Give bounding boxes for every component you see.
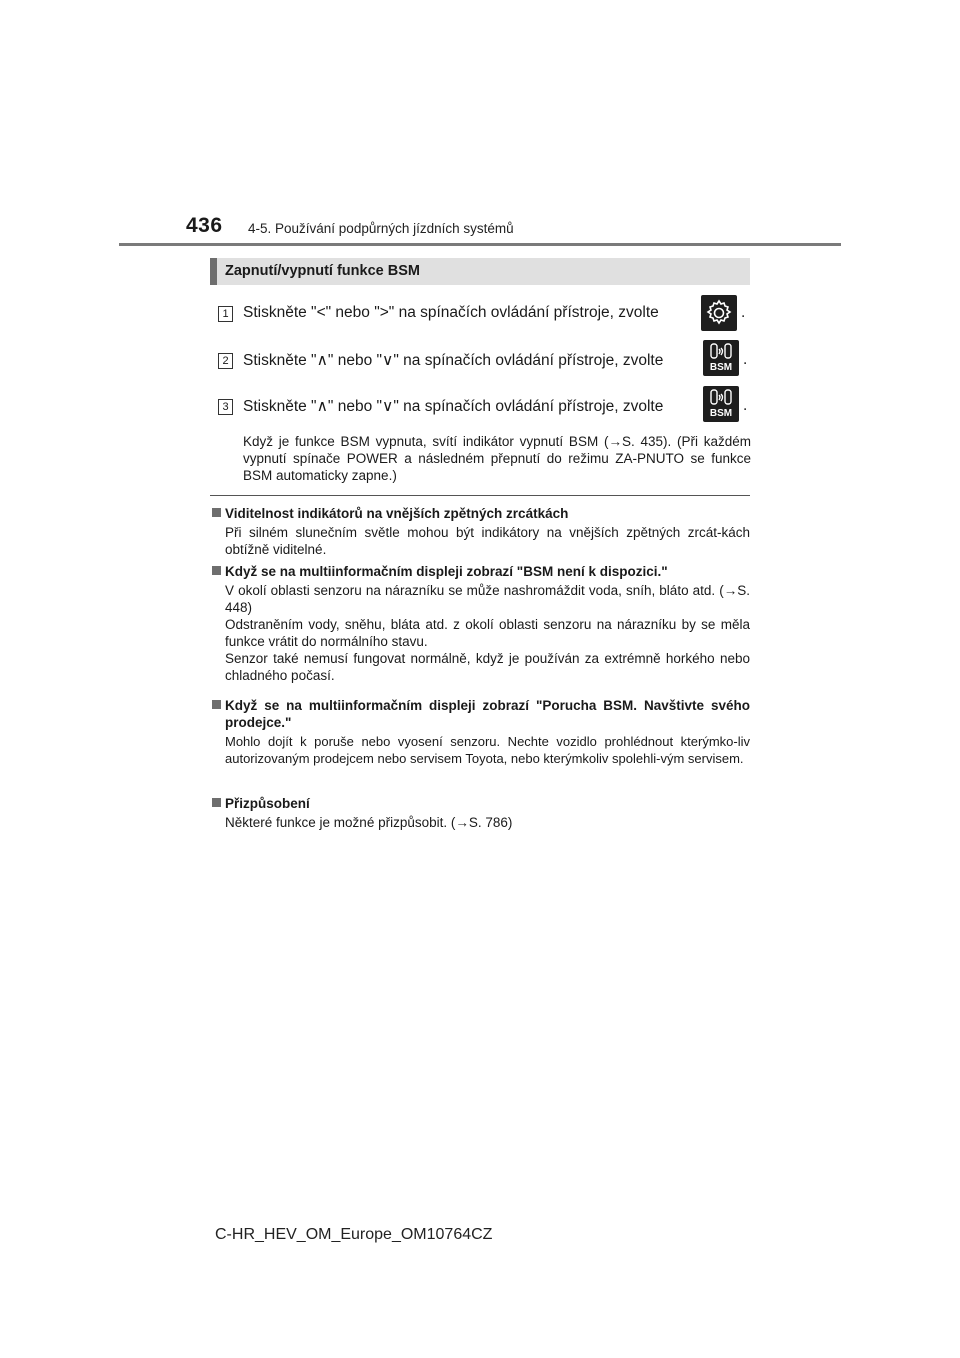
- info-title: [212, 505, 750, 522]
- step-suffix: .: [741, 304, 746, 321]
- page-number: 436: [186, 214, 223, 237]
- info-body: [212, 524, 750, 558]
- bsm-icon-label: BSM: [709, 408, 733, 419]
- info-item: [212, 505, 750, 558]
- gear-icon: [701, 295, 737, 331]
- step-number: 1: [218, 306, 233, 322]
- info-paragraph: Senzor také nemusí fungovat normálně, když je používán za extrémně horkého nebo chladného počasí.: [225, 651, 750, 683]
- document-code-footer: C-HR_HEV_OM_Europe_OM10764CZ: [215, 1226, 493, 1243]
- info-item: [212, 795, 750, 831]
- bsm-icon: [703, 340, 739, 376]
- info-body: [212, 582, 750, 684]
- step-note: Když je funkce BSM vypnuta, svítí indikátor vypnutí BSM (→S. 435). (Při každém vypnutí spínače POWER a následném přepnutí do režimu ZA-PNUTO se funkce BSM automaticky zapne.): [243, 434, 751, 483]
- info-item: [212, 563, 750, 684]
- step-number: 3: [218, 399, 233, 415]
- section-title: Zapnutí/vypnutí funkce BSM: [225, 263, 420, 279]
- header-divider: [119, 243, 841, 246]
- info-title-text: Když se na multiinformačním displeji zobrazí "BSM není k dispozici.": [225, 564, 668, 579]
- info-paragraph: V okolí oblasti senzoru na nárazníku se může nashromáždit voda, sníh, bláto atd. (→S. 448): [225, 583, 750, 615]
- info-title: [212, 697, 750, 731]
- bullet-square-icon: [212, 700, 221, 709]
- info-body: [212, 814, 750, 831]
- bullet-square-icon: [212, 798, 221, 807]
- step-text: Stiskněte "∧" nebo "∨" na spínačích ovládání přístroje, zvolte: [243, 352, 664, 369]
- step-text: Stiskněte "∧" nebo "∨" na spínačích ovládání přístroje, zvolte: [243, 398, 664, 415]
- section-divider: [210, 495, 750, 496]
- info-paragraph: Mohlo dojít k poruše nebo vyosení senzoru. Nechte vozidlo prohlédnout kterýmko-liv autorizovaným prodejcem nebo servisem Toyota, nebo kterýmkoliv spolehli-vým servisem.: [225, 734, 750, 766]
- step-text: Stiskněte "<" nebo ">" na spínačích ovládání přístroje, zvolte: [243, 304, 659, 321]
- step-suffix: .: [743, 397, 748, 414]
- chapter-title: 4-5. Používání podpůrných jízdních systémů: [248, 221, 514, 236]
- bsm-icon-label: BSM: [709, 362, 733, 373]
- bullet-square-icon: [212, 566, 221, 575]
- info-title-text: Přizpůsobení: [225, 796, 310, 811]
- bsm-icon: [703, 386, 739, 422]
- section-heading-bar: [210, 258, 750, 285]
- bullet-square-icon: [212, 508, 221, 517]
- info-title: [212, 563, 750, 580]
- info-paragraph: Některé funkce je možné přizpůsobit. (→S. 786): [225, 815, 513, 830]
- info-title-text: Viditelnost indikátorů na vnějších zpětných zrcátkách: [225, 506, 569, 521]
- info-title: [212, 795, 750, 812]
- info-title-text: Když se na multiinformačním displeji zobrazí "Porucha BSM. Navštivte svého prodejce.": [225, 698, 750, 730]
- step-number: 2: [218, 353, 233, 369]
- info-item: [212, 697, 750, 767]
- step-suffix: .: [743, 351, 748, 368]
- info-body: [212, 733, 750, 767]
- info-paragraph: Při silném slunečním světle mohou být indikátory na vnějších zpětných zrcát-kách obtížně viditelné.: [225, 525, 750, 557]
- info-paragraph: Odstraněním vody, sněhu, bláta atd. z okolí oblasti senzoru na nárazníku by se měla funkce vrátit do normálního stavu.: [225, 617, 750, 649]
